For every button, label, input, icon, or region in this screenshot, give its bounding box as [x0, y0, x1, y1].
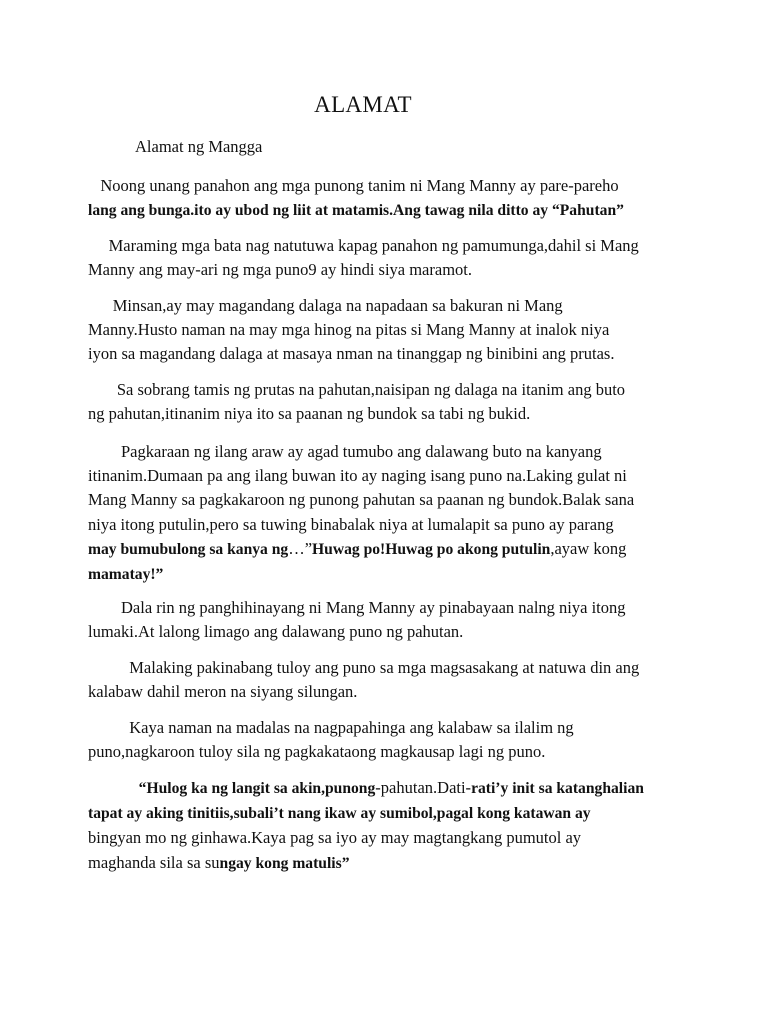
text-segment: niya itong putulin,pero sa tuwing binabalak niya at lumalapit sa puno ay parang	[88, 514, 614, 534]
text-line	[88, 174, 678, 198]
text-line	[88, 776, 678, 801]
text-segment: lumaki.At lalong limago ang dalawang puno ng pahutan.	[88, 622, 464, 642]
text-segment: bingyan mo ng ginhawa.Kaya pag sa iyo ay may magtangkang pumutol ay	[88, 828, 582, 848]
text-line	[88, 318, 678, 342]
text-segment: Huwag po!Huwag po akong putulin	[312, 540, 551, 558]
text-segment: Maraming mga bata nag natutuwa kapag panahon ng pamumunga,dahil si Mang	[88, 236, 639, 255]
story-subtitle: Alamat ng Mangga	[135, 137, 263, 156]
paragraph	[88, 378, 678, 426]
text-line	[88, 620, 678, 644]
text-line	[88, 294, 678, 318]
text-segment: itinanim.Dumaan pa ang ilang buwan ito ay naging isang puno na.Laking gulat ni	[88, 466, 627, 486]
text-line	[88, 562, 678, 587]
paragraph	[88, 234, 678, 282]
text-segment: may bumubulong sa kanya ng	[88, 540, 289, 558]
text-line	[88, 488, 678, 512]
text-segment: Pagkaraan ng ilang araw ay agad tumubo ang dalawang buto na kanyang	[88, 442, 602, 461]
text-segment: maghanda sila sa su	[88, 852, 220, 872]
text-line	[88, 826, 678, 850]
text-line	[88, 716, 678, 740]
text-line	[88, 656, 678, 680]
text-line	[88, 234, 678, 258]
paragraph	[88, 776, 678, 876]
paragraph	[88, 656, 678, 704]
text-segment: mamatay!”	[88, 566, 164, 584]
text-segment: Manny ang may-ari ng mga puno9 ay hindi siya maramot.	[88, 260, 472, 280]
text-segment: Kaya naman na madalas na nagpapahinga ang kalabaw sa ilalim ng	[88, 718, 574, 737]
paragraph	[88, 596, 678, 644]
text-line	[88, 402, 678, 426]
text-line	[88, 680, 678, 704]
text-segment: …”	[288, 538, 313, 558]
text-segment: lang ang bunga.ito ay ubod ng liit at matamis.Ang tawag nila ditto ay “Pahutan”	[88, 202, 624, 220]
paragraph	[88, 294, 678, 367]
text-line	[88, 596, 678, 620]
text-segment: rati’y init sa katanghalian	[471, 780, 644, 797]
text-segment: Sa sobrang tamis ng prutas na pahutan,naisipan ng dalaga na itanim ang buto	[88, 380, 626, 399]
text-segment: tapat ay aking tinitiis,subali’t nang ikaw ay sumibol,pagal kong katawan ay	[88, 805, 591, 823]
paragraph	[88, 174, 678, 223]
text-line	[88, 258, 678, 282]
paragraph	[88, 716, 678, 764]
text-segment: iyon sa magandang dalaga at masaya nman na tinanggap ng binibini ang prutas.	[88, 344, 615, 364]
text-line	[88, 378, 678, 402]
text-line	[88, 342, 678, 366]
text-line	[88, 537, 678, 562]
text-line	[88, 513, 678, 537]
text-segment: Dala rin ng panghihinayang ni Mang Manny ay pinabayaan nalng niya itong	[88, 598, 626, 617]
paragraph	[88, 440, 678, 587]
text-segment: ,ayaw kong	[550, 538, 627, 558]
text-segment: Mang Manny sa pagkakaroon ng punong pahutan sa paanan ng bundok.Balak sana	[88, 490, 635, 510]
text-line	[88, 464, 678, 488]
text-segment: Manny.Husto naman na may mga hinog na pitas si Mang Manny at inalok niya	[88, 320, 610, 340]
text-segment: -pahutan.Dati-	[375, 778, 472, 797]
text-line	[88, 851, 678, 876]
page-title: ALAMAT	[314, 92, 412, 117]
text-line	[88, 801, 678, 826]
text-segment: puno,nagkaroon tuloy sila ng pagkakataong magkausap lagi ng puno.	[88, 742, 546, 762]
text-segment: Minsan,ay may magandang dalaga na napadaan sa bakuran ni Mang	[88, 296, 563, 315]
text-line	[88, 198, 678, 223]
text-segment: kalabaw dahil meron na siyang silungan.	[88, 682, 358, 702]
text-line	[88, 440, 678, 464]
text-segment: ngay kong matulis”	[219, 854, 350, 872]
text-segment: “Hulog ka ng langit sa akin,punong	[88, 780, 376, 797]
text-segment: Malaking pakinabang tuloy ang puno sa mga magsasakang at natuwa din ang	[88, 658, 640, 677]
text-line	[88, 740, 678, 764]
text-segment: Noong unang panahon ang mga punong tanim ni Mang Manny ay pare-pareho	[88, 176, 619, 195]
text-segment: ng pahutan,itinanim niya ito sa paanan ng bundok sa tabi ng bukid.	[88, 404, 531, 424]
